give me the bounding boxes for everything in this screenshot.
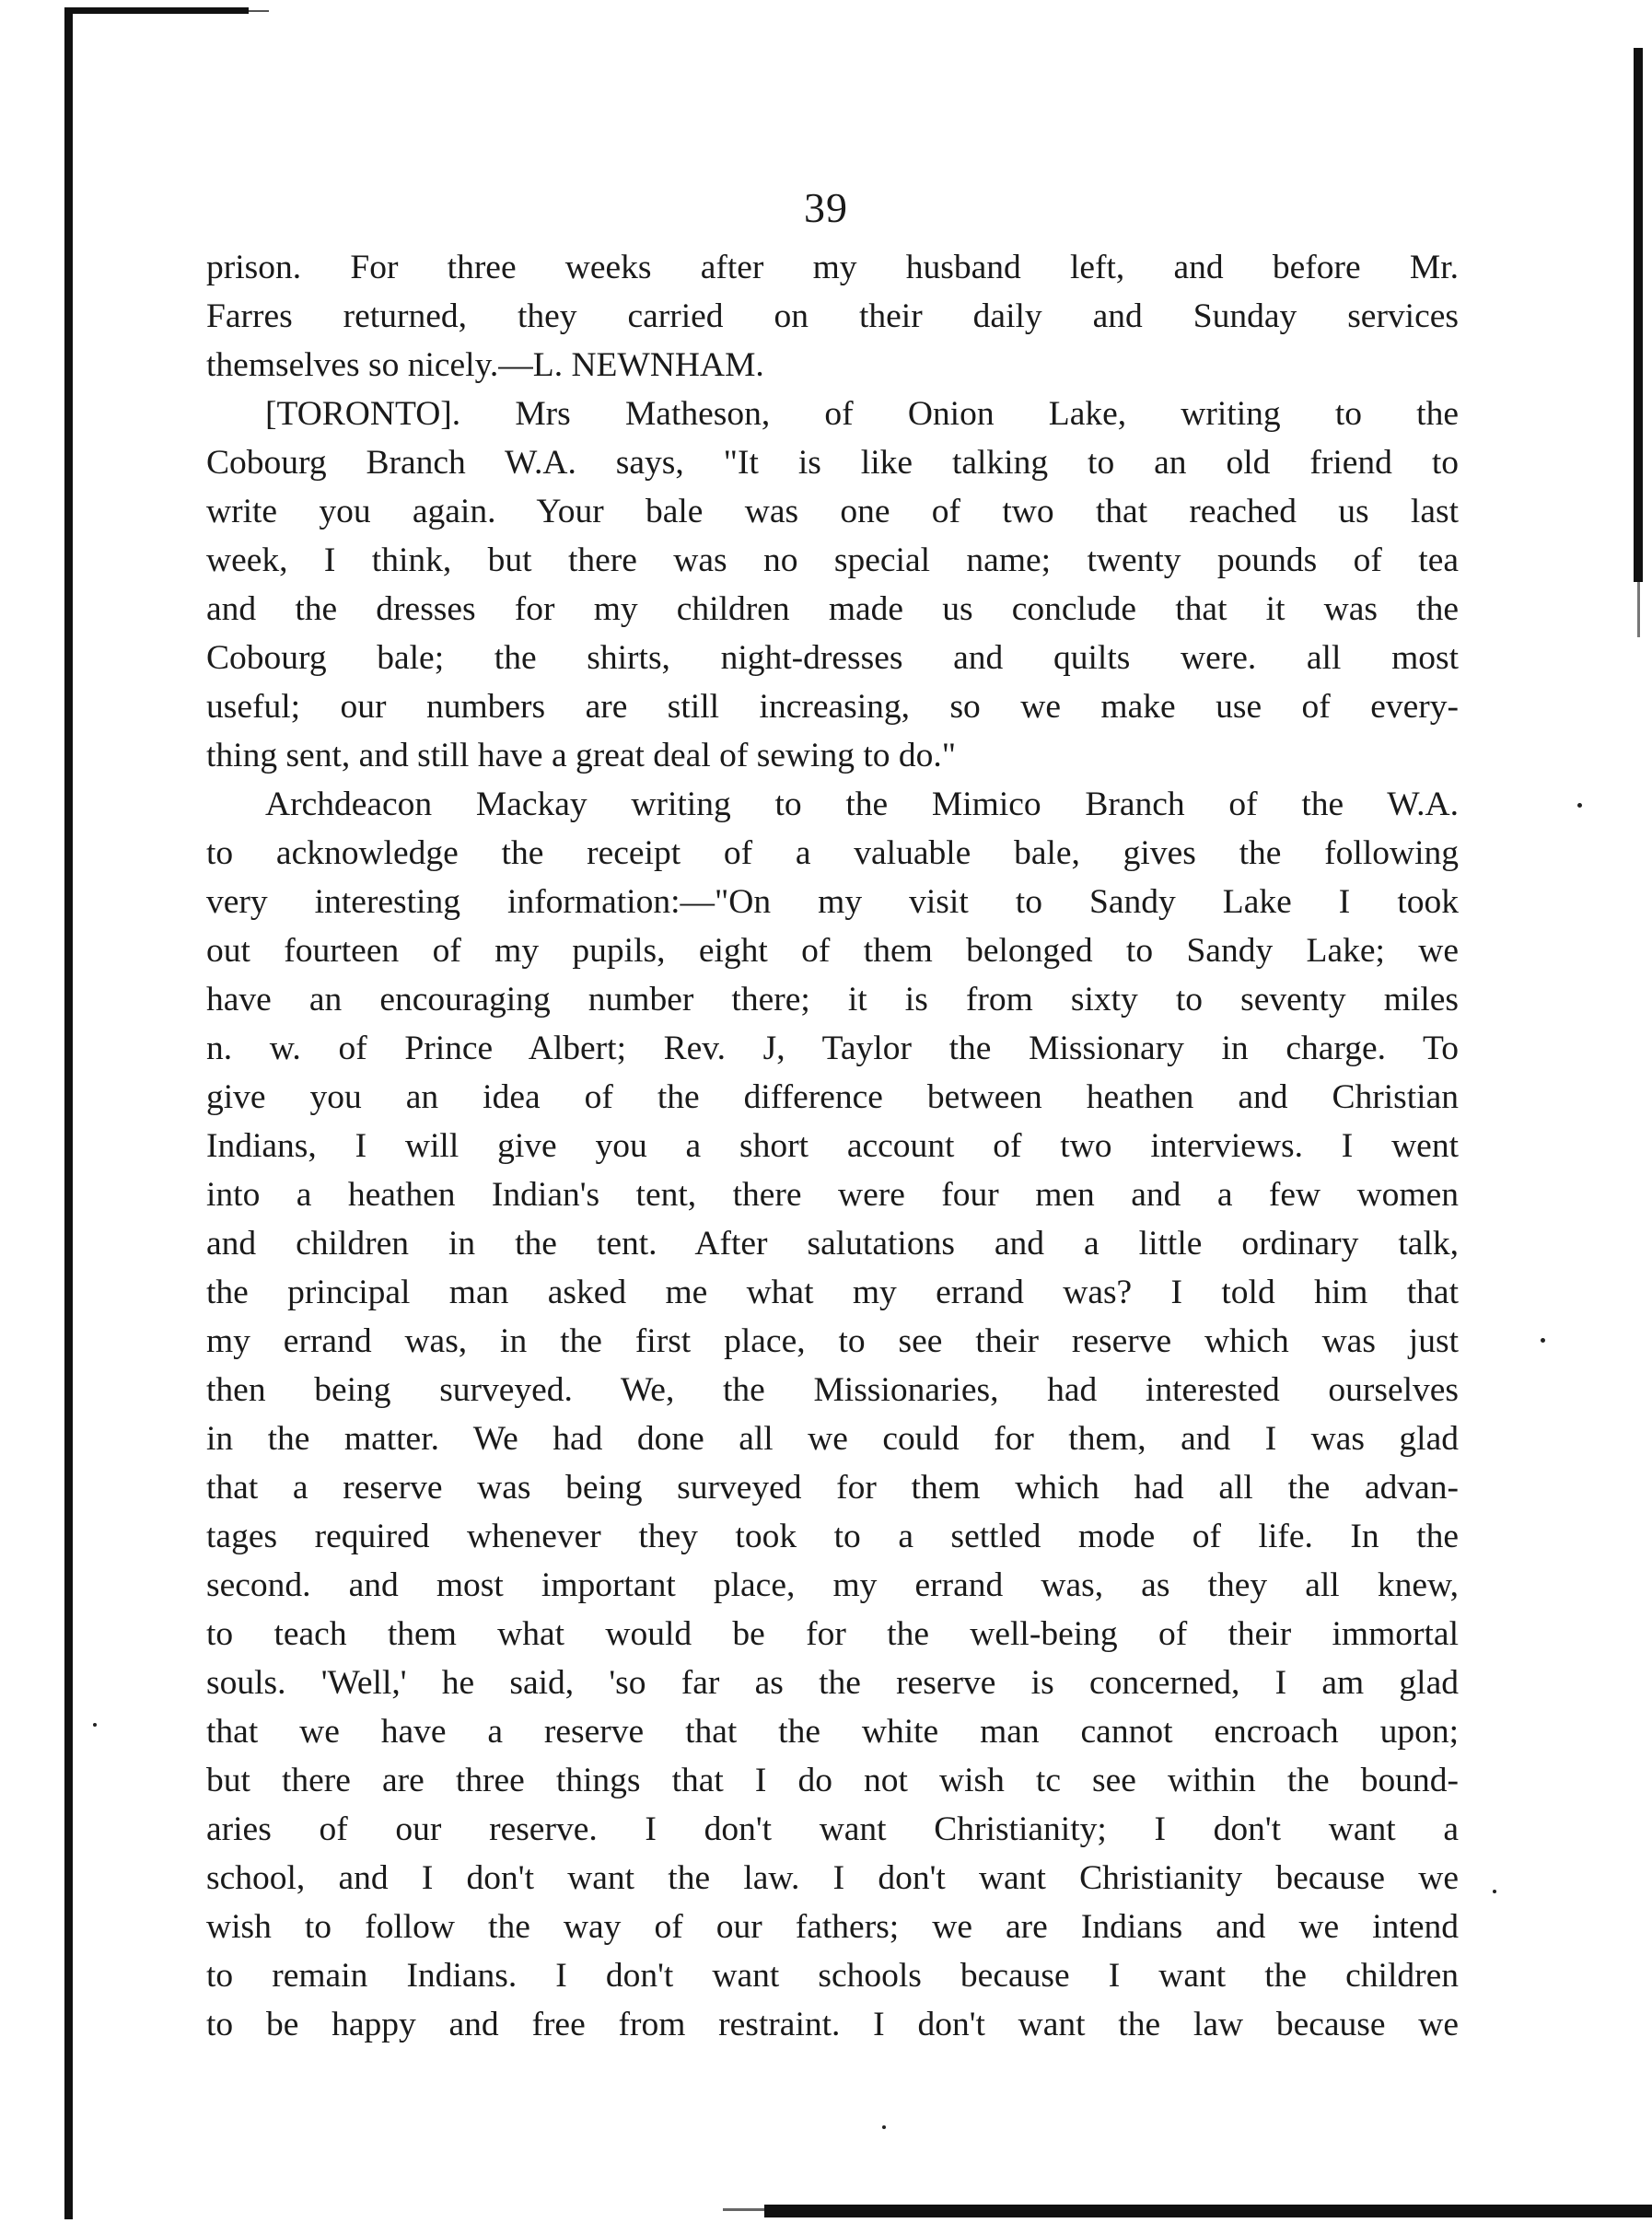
scan-speck	[1493, 1890, 1496, 1893]
text-line: Archdeacon Mackay writing to the Mimico Branch of the W.A.	[265, 786, 1459, 823]
text-line: to acknowledge the receipt of a valuable bale, gives the following	[206, 834, 1459, 872]
text-line: give you an idea of the difference between heathen and Christian	[206, 1078, 1459, 1116]
text-line: into a heathen Indian's tent, there were four men and a few women	[206, 1176, 1459, 1214]
text-line: useful; our numbers are still increasing, so we make use of every-	[206, 688, 1459, 726]
text-line: tages required whenever they took to a settled mode of life. In the	[206, 1518, 1459, 1555]
text-line: but there are three things that I do not wish tc see within the bound-	[206, 1762, 1459, 1799]
text-line: souls. 'Well,' he said, 'so far as the reserve is concerned, I am glad	[206, 1664, 1459, 1702]
text-line: [TORONTO]. Mrs Matheson, of Onion Lake, writing to the	[265, 395, 1459, 433]
text-line: the principal man asked me what my errand was? I told him that	[206, 1274, 1459, 1311]
text-line: Cobourg bale; the shirts, night-dresses and quilts were. all most	[206, 639, 1459, 677]
text-line: to be happy and free from restraint. I don't want the law because we	[206, 2006, 1459, 2043]
text-line: aries of our reserve. I don't want Christianity; I don't want a	[206, 1810, 1459, 1848]
scan-speck	[882, 2125, 886, 2129]
text-line: themselves so nicely.—L. NEWNHAM.	[206, 346, 764, 384]
text-line: wish to follow the way of our fathers; we are Indians and we intend	[206, 1908, 1459, 1946]
text-line: and children in the tent. After salutations and a little ordinary talk,	[206, 1225, 1459, 1263]
scan-speck	[1541, 1338, 1545, 1343]
text-line: that we have a reserve that the white man cannot encroach upon;	[206, 1713, 1459, 1751]
text-line: very interesting information:—"On my visit to Sandy Lake I took	[206, 883, 1459, 921]
text-line: write you again. Your bale was one of two that reached us last	[206, 493, 1459, 530]
scan-border-left	[64, 9, 73, 2219]
text-line: my errand was, in the first place, to see their reserve which was just	[206, 1322, 1459, 1360]
text-line: school, and I don't want the law. I don't want Christianity because we	[206, 1859, 1459, 1897]
text-line: to teach them what would be for the well-being of their immortal	[206, 1615, 1459, 1653]
text-line: then being surveyed. We, the Missionaries, had interested ourselves	[206, 1371, 1459, 1409]
text-line: n. w. of Prince Albert; Rev. J, Taylor the Missionary in charge. To	[206, 1030, 1459, 1067]
body-text	[206, 243, 1459, 2049]
text-line: in the matter. We had done all we could for them, and I was glad	[206, 1420, 1459, 1458]
text-line: have an encouraging number there; it is from sixty to seventy miles	[206, 981, 1459, 1018]
scan-border-bottom	[764, 2205, 1652, 2217]
text-line: that a reserve was being surveyed for them which had all the advan-	[206, 1469, 1459, 1507]
scan-border-right-thin	[1637, 582, 1640, 637]
text-line: out fourteen of my pupils, eight of them belonged to Sandy Lake; we	[206, 932, 1459, 970]
text-line: thing sent, and still have a great deal of sewing to do."	[206, 737, 957, 774]
scan-border-right	[1634, 48, 1643, 582]
scan-border-bottom-thin	[723, 2208, 764, 2211]
text-line: to remain Indians. I don't want schools because I want the children	[206, 1957, 1459, 1995]
text-line: Indians, I will give you a short account of two interviews. I went	[206, 1127, 1459, 1165]
text-line: Cobourg Branch W.A. says, "It is like talking to an old friend to	[206, 444, 1459, 482]
text-line: Farres returned, they carried on their daily and Sunday services	[206, 297, 1459, 335]
text-line: week, I think, but there was no special name; twenty pounds of tea	[206, 541, 1459, 579]
scan-border-top-thin	[249, 10, 269, 12]
text-line: and the dresses for my children made us conclude that it was the	[206, 590, 1459, 628]
page-number: 39	[804, 184, 848, 231]
scan-speck	[1577, 803, 1582, 808]
text-line: second. and most important place, my errand was, as they all knew,	[206, 1566, 1459, 1604]
scan-border-top	[64, 7, 249, 14]
scan-speck	[93, 1723, 97, 1727]
text-line: prison. For three weeks after my husband left, and before Mr.	[206, 249, 1459, 286]
